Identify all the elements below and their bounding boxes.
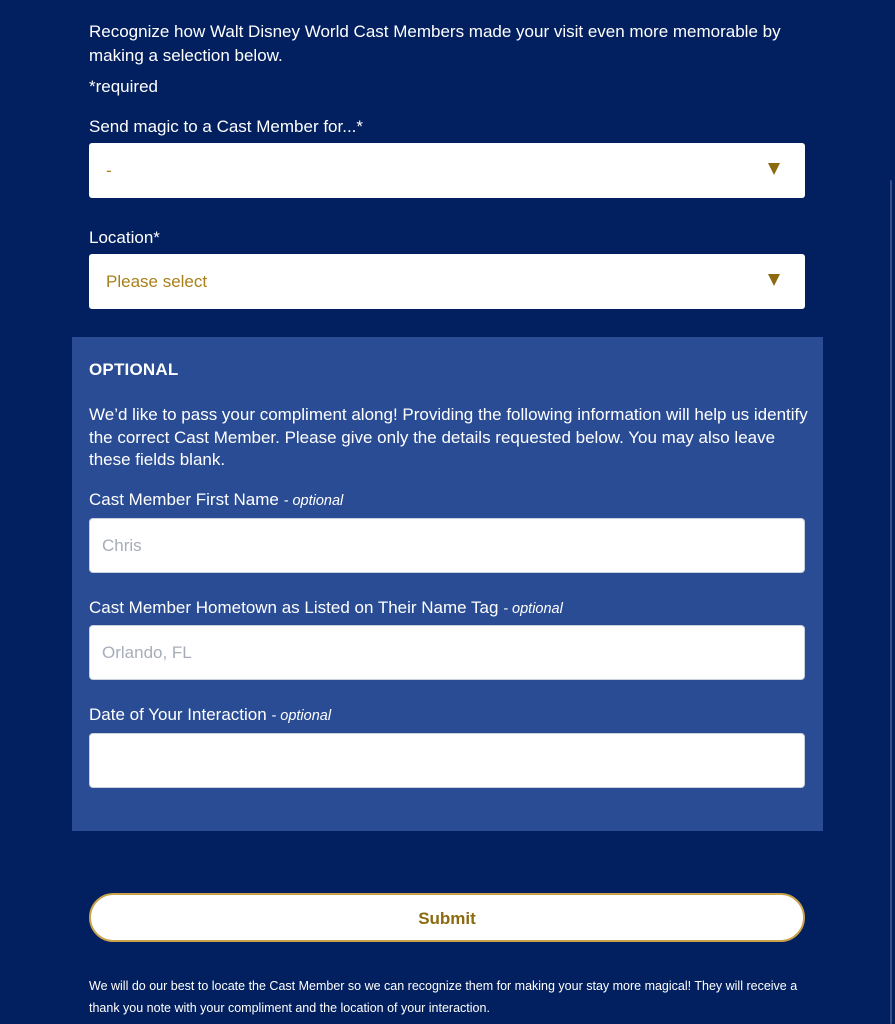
hometown-label-text: Cast Member Hometown as Listed on Their Name Tag	[89, 598, 499, 617]
hometown-field[interactable]	[89, 625, 805, 680]
date-label-text: Date of Your Interaction	[89, 705, 267, 724]
page-scrollbar[interactable]	[890, 180, 892, 1024]
send-magic-select[interactable]	[89, 143, 805, 198]
location-selected-value: Please select	[106, 272, 208, 291]
location-select[interactable]	[89, 254, 805, 309]
interaction-date-field[interactable]	[89, 733, 805, 788]
location-label: Location*	[89, 228, 160, 247]
caret-down-icon	[768, 163, 780, 175]
date-label	[89, 704, 331, 727]
first-name-label	[89, 489, 343, 512]
optional-heading: OPTIONAL	[89, 360, 179, 379]
hometown-label	[89, 597, 563, 620]
submit-button[interactable]: Submit	[89, 893, 805, 942]
required-note: *required	[89, 77, 158, 96]
optional-tag: - optional	[283, 493, 344, 509]
intro-text: Recognize how Walt Disney World Cast Members made your visit even more memorable by making a selection below.	[89, 22, 781, 65]
optional-tag: - optional	[271, 708, 332, 724]
optional-description: We’d like to pass your compliment along! Providing the following information will help us identify the correct Cast Member. Please give only the details requested below. You may also leave these fields blank.	[89, 405, 808, 469]
footer-note: We will do our best to locate the Cast Member so we can recognize them for making your stay more magical! They will receive a thank you note with your compliment and the location of your interaction.	[89, 979, 798, 1015]
first-name-field[interactable]	[89, 518, 805, 573]
first-name-label-text: Cast Member First Name	[89, 490, 279, 509]
send-magic-selected-value: -	[106, 161, 112, 180]
optional-tag: - optional	[503, 601, 563, 617]
caret-down-icon	[768, 274, 780, 286]
send-magic-label: Send magic to a Cast Member for...*	[89, 117, 364, 136]
